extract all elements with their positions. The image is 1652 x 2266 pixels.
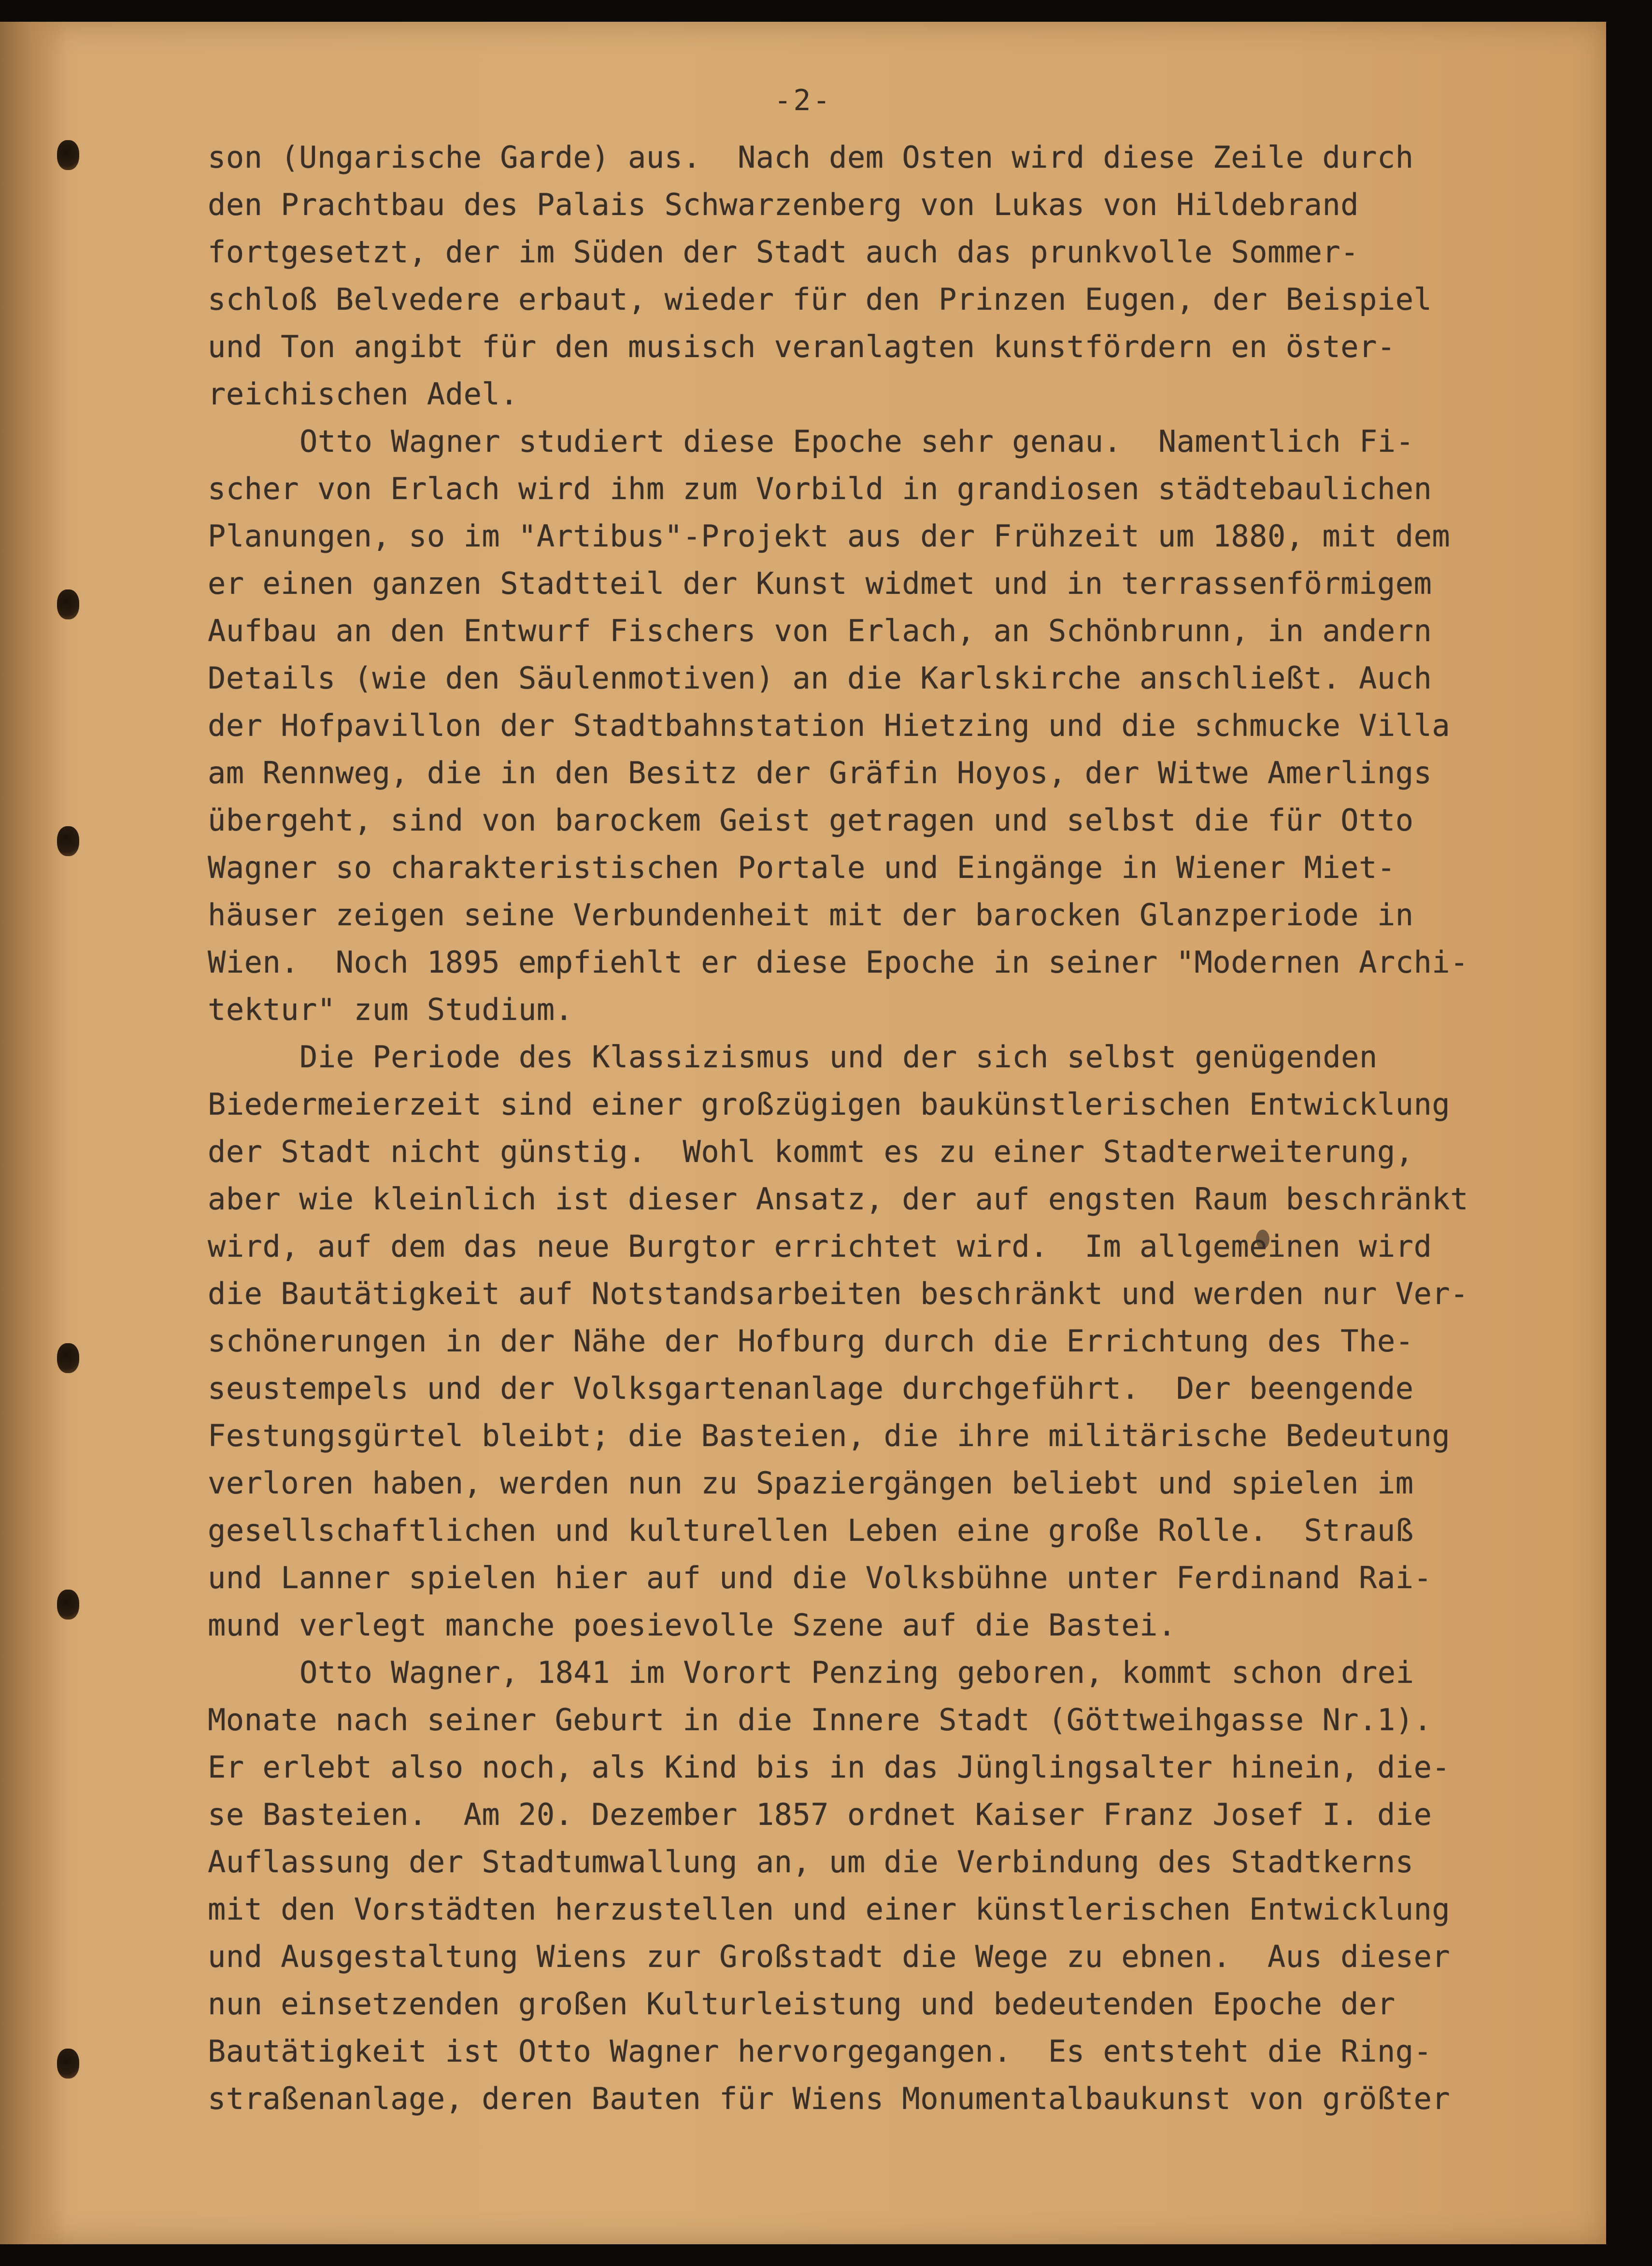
text-line: verloren haben, werden nun zu Spaziergängen beliebt und spielen im <box>208 1465 1414 1501</box>
binding-hole <box>57 140 79 170</box>
text-line: Wien. Noch 1895 empfiehlt er diese Epoche in seiner "Modernen Archi- <box>208 945 1469 980</box>
text-line: schönerungen in der Nähe der Hofburg durch die Errichtung des The- <box>208 1323 1414 1359</box>
text-line: son (Ungarische Garde) aus. Nach dem Osten wird diese Zeile durch <box>208 140 1414 175</box>
text-line: Monate nach seiner Geburt in die Innere Stadt (Göttweihgasse Nr.1). <box>208 1702 1432 1737</box>
binding-hole <box>57 1590 79 1620</box>
binding-edge <box>0 22 68 2244</box>
body-text <box>208 134 1594 2123</box>
text-line: Er erlebt also noch, als Kind bis in das Jünglingsalter hinein, die- <box>208 1750 1451 1785</box>
text-line: der Stadt nicht günstig. Wohl kommt es zu einer Stadterweiterung, <box>208 1134 1414 1169</box>
text-line: mund verlegt manche poesievolle Szene auf die Bastei. <box>208 1607 1176 1643</box>
text-line: Wagner so charakteristischen Portale und Eingänge in Wiener Miet- <box>208 850 1396 885</box>
text-line: Aufbau an den Entwurf Fischers von Erlach, an Schönbrunn, in andern <box>208 613 1432 648</box>
document-page <box>0 22 1606 2244</box>
text-line: seustempels und der Volksgartenanlage durchgeführt. Der beengende <box>208 1371 1414 1406</box>
text-line: übergeht, sind von barockem Geist getragen und selbst die für Otto <box>208 803 1414 838</box>
text-line: mit den Vorstädten herzustellen und einer künstlerischen Entwicklung <box>208 1892 1451 1927</box>
text-line: Biedermeierzeit sind einer großzügigen baukünstlerischen Entwicklung <box>208 1087 1451 1122</box>
text-line: und Lanner spielen hier auf und die Volksbühne unter Ferdinand Rai- <box>208 1560 1432 1595</box>
binding-hole <box>57 826 79 856</box>
text-line: Auflassung der Stadtumwallung an, um die Verbindung des Stadtkerns <box>208 1844 1414 1879</box>
text-line: und Ausgestaltung Wiens zur Großstadt die Wege zu ebnen. Aus dieser <box>208 1939 1451 1974</box>
text-line: se Basteien. Am 20. Dezember 1857 ordnet Kaiser Franz Josef I. die <box>208 1797 1432 1832</box>
text-line: häuser zeigen seine Verbundenheit mit der barocken Glanzperiode in <box>208 897 1414 932</box>
binding-hole <box>57 589 79 619</box>
text-line: Bautätigkeit ist Otto Wagner hervorgegangen. Es entsteht die Ring- <box>208 2034 1432 2069</box>
text-line: Otto Wagner, 1841 im Vorort Penzing geboren, kommt schon drei <box>299 1655 1414 1690</box>
binding-hole <box>57 2049 79 2079</box>
text-line: fortgesetzt, der im Süden der Stadt auch das prunkvolle Sommer- <box>208 234 1359 270</box>
text-line: schloß Belvedere erbaut, wieder für den Prinzen Eugen, der Beispiel <box>208 282 1432 317</box>
text-line: am Rennweg, die in den Besitz der Gräfin Hoyos, der Witwe Amerlings <box>208 755 1432 790</box>
text-line: die Bautätigkeit auf Notstandsarbeiten beschränkt und werden nur Ver- <box>208 1276 1469 1311</box>
text-line: der Hofpavillon der Stadtbahnstation Hietzing und die schmucke Villa <box>208 708 1451 743</box>
text-line: er einen ganzen Stadtteil der Kunst widmet und in terrassenförmigem <box>208 566 1432 601</box>
binding-hole <box>57 1343 79 1373</box>
text-line: scher von Erlach wird ihm zum Vorbild in grandiosen städtebaulichen <box>208 471 1432 506</box>
text-line: Festungsgürtel bleibt; die Basteien, die ihre militärische Bedeutung <box>208 1418 1451 1453</box>
text-line: aber wie kleinlich ist dieser Ansatz, der auf engsten Raum beschränkt <box>208 1181 1469 1217</box>
text-line: Otto Wagner studiert diese Epoche sehr genau. Namentlich Fi- <box>299 424 1414 459</box>
text-line: Die Periode des Klassizismus und der sich selbst genügenden <box>299 1039 1378 1075</box>
text-line: straßenanlage, deren Bauten für Wiens Monumentalbaukunst von größter <box>208 2081 1451 2116</box>
text-line: wird, auf dem das neue Burgtor errichtet wird. Im allgemeinen wird <box>208 1229 1432 1264</box>
page-number: -2- <box>774 84 832 117</box>
text-line: Planungen, so im "Artibus"-Projekt aus der Frühzeit um 1880, mit dem <box>208 518 1451 554</box>
text-line: und Ton angibt für den musisch veranlagten kunstfördern en öster- <box>208 329 1396 364</box>
text-line: tektur" zum Studium. <box>208 992 573 1027</box>
text-line: Details (wie den Säulenmotiven) an die Karlskirche anschließt. Auch <box>208 660 1432 696</box>
text-line: gesellschaftlichen und kulturellen Leben eine große Rolle. Strauß <box>208 1513 1414 1548</box>
text-line: nun einsetzenden großen Kulturleistung und bedeutenden Epoche der <box>208 1986 1396 2022</box>
text-line: den Prachtbau des Palais Schwarzenberg von Lukas von Hildebrand <box>208 187 1359 222</box>
text-line: reichischen Adel. <box>208 376 519 412</box>
